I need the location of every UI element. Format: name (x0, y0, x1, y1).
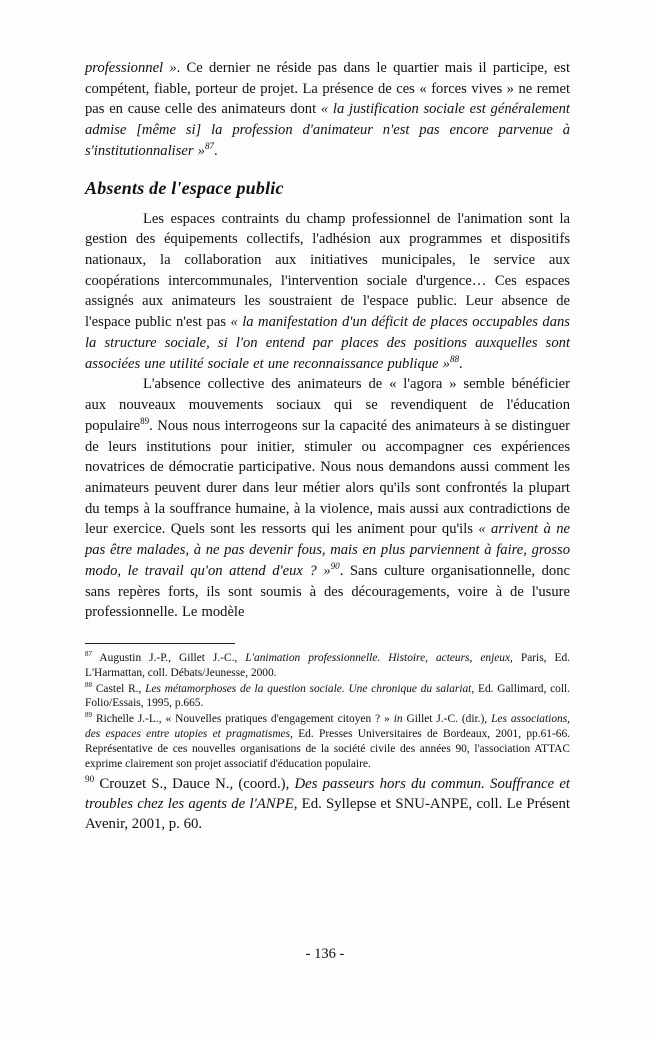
page-content (85, 58, 570, 835)
body-paragraph: Les espaces contraints du champ professionnel de l'animation sont la gestion des équipements collectifs, l'adhésion aux programmes et dispositifs nationaux, la collaboration aux initiatives municipales, le service aux coopérations intercommunales, l'intervention sociale d'urgence… Ces espaces assignés aux animateurs les soustraient de l'espace public. Leur absence de l'espace public n'est pas « la manifestation d'un déficit de places occupables dans la structure sociale, si l'on entend par places des positions auxquelles sont associées une utilité sociale et une reconnaissance publique »$^{88}$. (85, 210, 570, 372)
section-heading: Absents de l'espace public (85, 177, 284, 198)
footnote: $^{90}$ Crouzet S., Dauce N., (coord.), Des passeurs hors du commun. Souffrance et troubles chez les agents de l'ANPE, Ed. Syllepse et SNU-ANPE, coll. Le Présent Avenir, 2001, p. 60. (85, 773, 570, 832)
footnote: $^{88}$ Castel R., Les métamorphoses de la question sociale. Une chronique du salariat, Ed. Gallimard, coll. Folio/Essais, 1995, p.665. (85, 680, 570, 710)
body-paragraph-intro: professionnel ». Ce dernier ne réside pas dans le quartier mais il participe, est compétent, fiable, porteur de projet. La présence de ces « forces vives » ne remet pas en cause celle des animateurs dont « la justification sociale est généralement admise [même si] la profession d'animateur n'est pas encore parvenue à s'institutionnaliser »$^{87}$. (85, 60, 571, 159)
page-number: - 136 - (305, 946, 345, 962)
footnote-separator (85, 643, 235, 644)
footnote: $^{87}$ Augustin J.-P., Gillet J.-C., L'animation professionnelle. Histoire, acteurs, enjeux, Paris, Ed. L'Harmattan, coll. Débats/Jeunesse, 2000. (85, 650, 570, 679)
footnote: $^{89}$ Richelle J.-L., « Nouvelles pratiques d'engagement citoyen ? » in Gillet J.-C. (dir.), Les associations, des espaces entre utopies et pragmatismes, Ed. Presses Universitaires de Bordeaux, 2001, pp.61-66. Représentative de ces nouvelles organisations de la société civile des années 90, l'association ATTAC exprime clairement son projet associatif d'éducation populaire. (85, 711, 571, 770)
body-paragraph: L'absence collective des animateurs de « l'agora » semble bénéficier aux nouveaux mouvements sociaux qui se revendiquent de l'éducation populaire$^{89}$. Nous nous interrogeons sur la capacité des animateurs à se distinguer de leurs institutions pour initier, stimuler ou accompagner ces expériences novatrices de démocratie participative. Nous nous demandons aussi comment les animateurs peuvent durer dans leur métier alors qu'ils sont confrontés la plupart du temps à la souffrance humaine, à la violence, mais aussi aux contradictions de leur exercice. Quels sont les ressorts qui les animent pour qu'ils « arrivent à ne pas être malades, à ne pas devenir fous, mais en plus parviennent à faire, grosso modo, le travail qu'on attend d'eux ? »$^{90}$. Sans culture organisationnelle, donc sans repères forts, ils sont soumis à des découragements, voire à de l'usure professionnelle. Le modèle (85, 376, 570, 621)
